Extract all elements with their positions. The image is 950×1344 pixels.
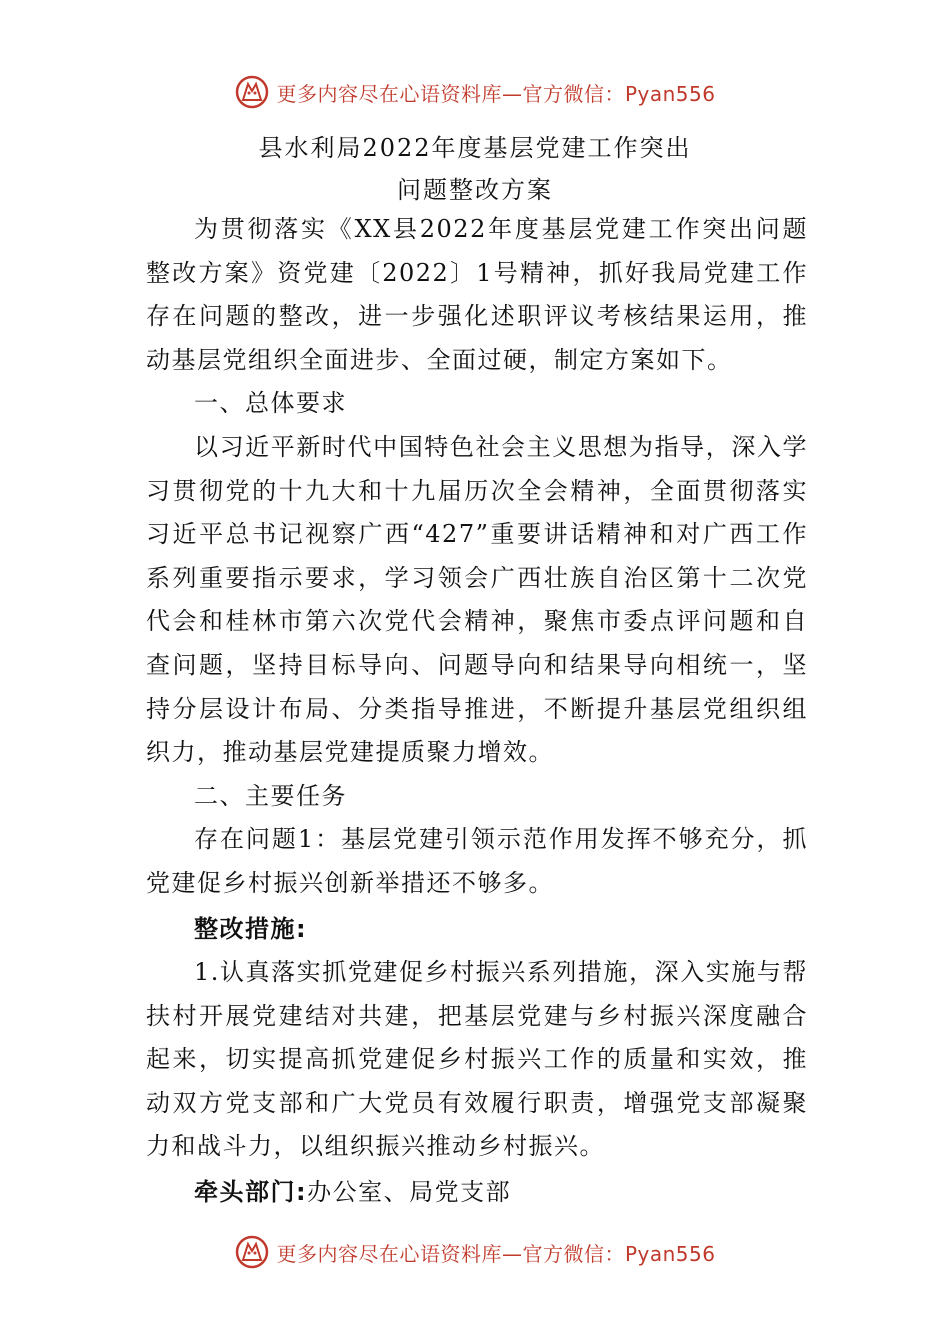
lead-department-line <box>146 1171 808 1215</box>
document-body <box>146 208 808 1215</box>
measures-heading <box>146 908 808 952</box>
problem1-paragraph: 存在问题1：基层党建引领示范作用发挥不够充分，抓党建促乡村振兴创新举措还不够多。 <box>146 825 808 897</box>
watermark-header <box>0 72 950 112</box>
document-title-line1: 县水利局2022年度基层党建工作突出 <box>258 134 692 162</box>
lead-department-value: 办公室、局党支部 <box>307 1178 512 1207</box>
section1-heading: 一、总体要求 <box>194 389 347 418</box>
fox-logo-icon <box>234 74 270 110</box>
section1-paragraph: 以习近平新时代中国特色社会主义思想为指导，深入学习贯彻党的十九大和十九届历次全会精神，全面贯彻落实习近平总书记视察广西“427”重要讲话精神和对广西工作系列重要指示要求，学习领会广西壮族自治区第十二次党代会和桂林市第六次党代会精神，聚焦市委点评问题和自查问题，坚持目标导向、问题导向和结果导向相统一，坚持分层设计布局、分类指导推进，不断提升基层党组织组织力，推动基层党建提质聚力增效。 <box>146 432 808 767</box>
document-title-line2: 问题整改方案 <box>397 176 553 204</box>
watermark-text: 更多内容尽在心语资料库—官方微信：Pyan556 <box>276 81 716 106</box>
fox-logo-icon <box>234 1234 270 1270</box>
watermark-footer <box>0 1232 950 1272</box>
measure1-paragraph: 1.认真落实抓党建促乡村振兴系列措施，深入实施与帮扶村开展党建结对共建，把基层党建与乡村振兴深度融合起来，切实提高抓党建促乡村振兴工作的质量和实效，推动双方党支部和广大党员有效履行职责，增强党支部凝聚力和战斗力，以组织振兴推动乡村振兴。 <box>146 958 808 1161</box>
lead-department-label: 牵头部门: <box>194 1178 308 1207</box>
measures-label: 整改措施: <box>194 914 308 943</box>
intro-paragraph: 为贯彻落实《XX县2022年度基层党建工作突出问题整改方案》资党建〔2022〕1号精神，抓好我局党建工作存在问题的整改，进一步强化述职评议考核结果运用，推动基层党组织全面进步、全面过硬，制定方案如下。 <box>146 215 808 374</box>
watermark-text: 更多内容尽在心语资料库—官方微信：Pyan556 <box>276 1241 716 1266</box>
section2-heading: 二、主要任务 <box>194 781 347 810</box>
